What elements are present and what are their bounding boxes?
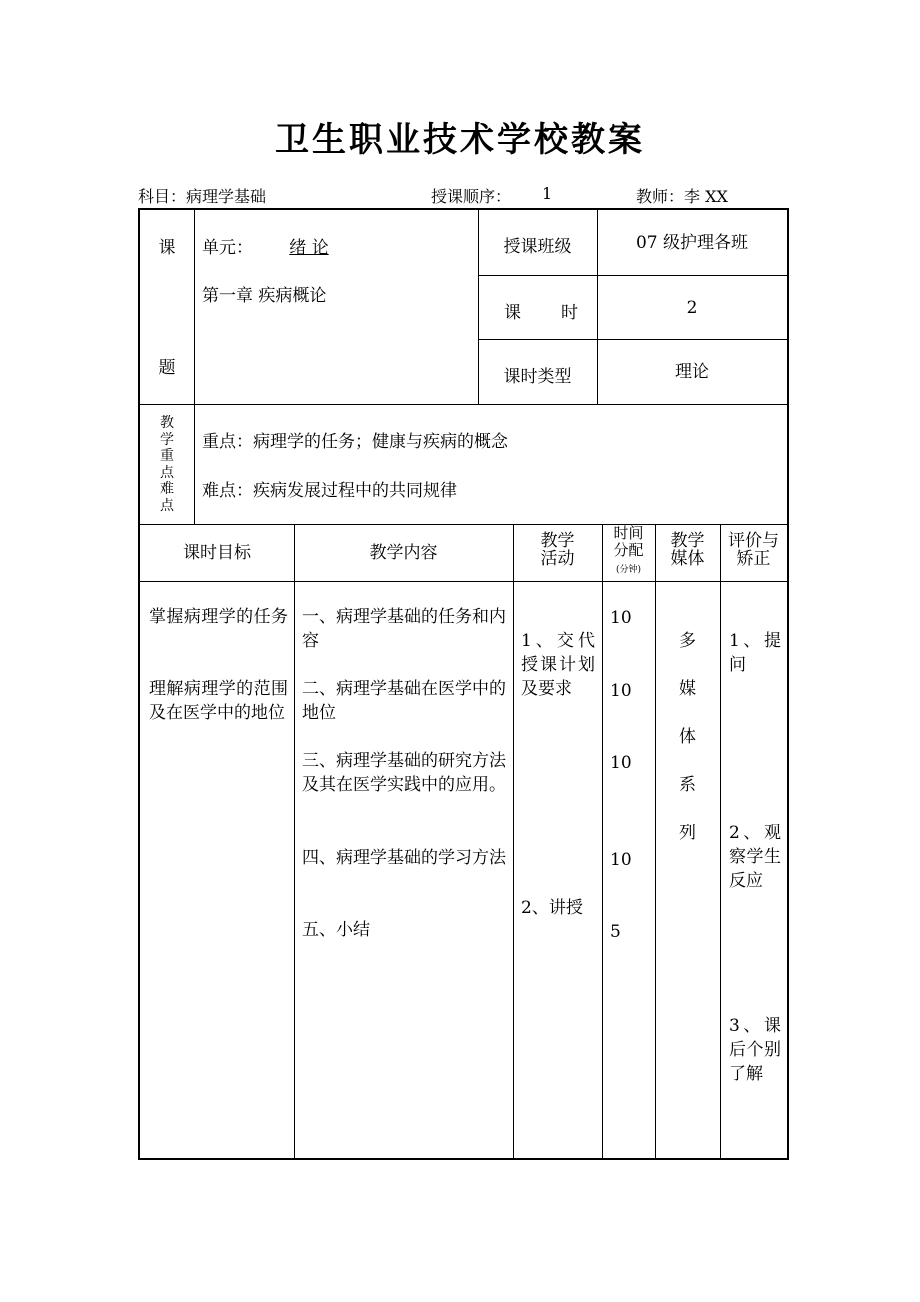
media-char: 系 [679, 775, 696, 795]
rule-keypoints-bottom [140, 524, 787, 525]
header-goal: 课时目标 [183, 543, 251, 563]
header-activity-1: 教学 [540, 531, 575, 551]
goal-item: 理解病理学的范围及在医学中的地位 [149, 679, 288, 723]
key-point: 重点：病理学的任务；健康与疾病的概念 [202, 432, 508, 452]
keypoints-char: 点 [160, 497, 174, 514]
order-label: 授课顺序： [431, 187, 512, 206]
subject-label: 科目：病理学基础 [138, 187, 267, 206]
keypoints-label [140, 415, 194, 514]
keypoints-char: 重 [160, 448, 174, 464]
header-media-2: 媒体 [670, 549, 705, 569]
unit-label: 单元： [202, 238, 253, 258]
type-value: 理论 [675, 362, 709, 382]
content-item: 四、病理学基础的学习方法 [302, 848, 506, 868]
order-value: 1 [542, 184, 553, 203]
eval-item: 2、观察学生反应 [729, 823, 781, 891]
topic-label-top: 课 [158, 238, 176, 258]
rule-col-activity [602, 524, 603, 1158]
class-value: 07 级护理各班 [635, 233, 749, 253]
keypoints-char: 学 [160, 431, 174, 448]
header-time-1: 时间 [613, 524, 644, 542]
keypoints-char: 难 [160, 481, 174, 497]
rule-col-media [720, 524, 721, 1158]
media-char: 多 [679, 631, 696, 651]
header-content: 教学内容 [369, 543, 438, 563]
activity-item: 1、交代授课计划及要求 [521, 631, 595, 699]
header-activity-2: 活动 [540, 549, 575, 569]
header-eval-2: 矫正 [736, 549, 771, 569]
rule-topic-bottom [140, 404, 787, 405]
media-char: 列 [679, 823, 696, 843]
time-item: 10 [610, 850, 632, 870]
activity-item: 2、讲授 [521, 898, 583, 918]
content-item: 一、病理学基础的任务和内容 [302, 607, 506, 651]
keypoints-char: 点 [160, 464, 174, 481]
content-item: 五、小结 [302, 920, 370, 940]
time-item: 10 [610, 681, 632, 701]
time-item: 10 [610, 753, 632, 773]
header-eval-1: 评价与 [728, 531, 779, 551]
header-time-unit: (分钟) [615, 565, 642, 575]
rule-col-content [513, 524, 514, 1158]
difficult-point: 难点：疾病发展过程中的共同规律 [202, 481, 457, 501]
hours-label-1: 课 [504, 303, 521, 323]
content-item: 二、病理学基础在医学中的地位 [302, 679, 506, 723]
media-char: 体 [679, 727, 696, 747]
hours-label-2: 时 [561, 303, 578, 323]
teacher-label: 教师：李 XX [636, 187, 728, 206]
eval-item: 1、提问 [729, 631, 781, 675]
unit-value: 绪 论 [289, 238, 329, 258]
lesson-plan-table [138, 208, 789, 1160]
keypoints-char: 教 [160, 415, 174, 431]
rule-col-goal [294, 524, 295, 1158]
time-item: 10 [610, 608, 632, 628]
rule-info-2 [478, 339, 787, 340]
header-media-1: 教学 [670, 531, 705, 551]
rule-info-1 [478, 275, 787, 276]
eval-item: 3、课后个别了解 [729, 1016, 781, 1084]
rule-header-bottom [140, 581, 787, 582]
hours-value: 2 [686, 298, 698, 318]
rule-topic-label [194, 210, 195, 524]
topic-label-bottom: 题 [158, 358, 176, 378]
chapter-title: 第一章 疾病概论 [202, 286, 327, 306]
class-label: 授课班级 [503, 237, 572, 257]
media-char: 媒 [679, 679, 696, 699]
time-item: 5 [610, 922, 621, 942]
goal-item: 掌握病理学的任务 [149, 607, 288, 627]
page-title: 卫生职业技术学校教案 [275, 120, 645, 160]
type-label: 课时类型 [503, 367, 572, 387]
header-time-2: 分配 [613, 541, 644, 559]
content-item: 三、病理学基础的研究方法及其在医学实践中的应用。 [302, 751, 506, 795]
